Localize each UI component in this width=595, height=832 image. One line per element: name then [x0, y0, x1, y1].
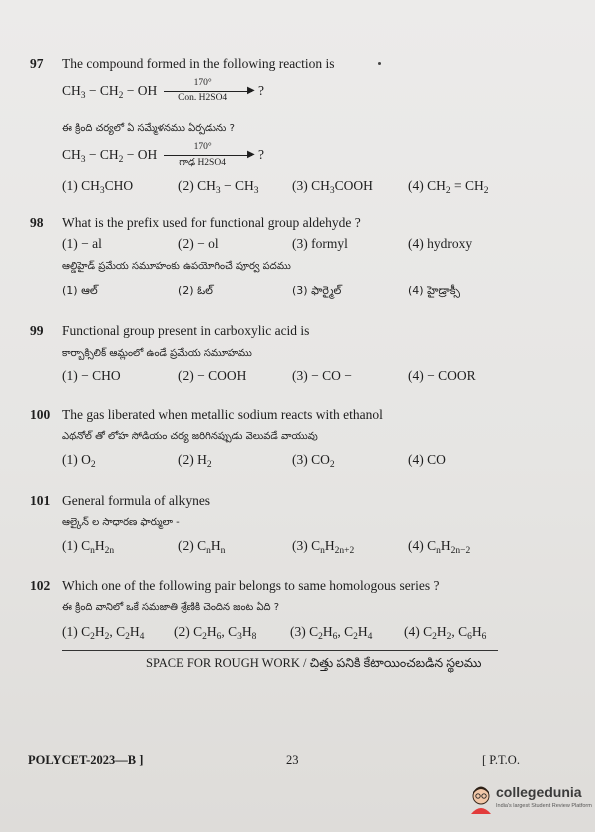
question-text: The compound formed in the following reaction is: [62, 56, 335, 71]
pto-label: [ P.T.O.: [482, 753, 520, 767]
option-1[interactable]: (1) $CH_3CHO$: [62, 178, 134, 196]
question-number: 101: [30, 493, 51, 508]
question-number: 102: [30, 578, 51, 593]
question-number: 100: [30, 407, 51, 422]
question-number: 98: [30, 215, 44, 230]
question-text: The gas liberated when metallic sodium reacts with ethanol: [62, 407, 383, 422]
rough-work-label: SPACE FOR ROUGH WORK / చిత్తు పనికి కేటాయించబడిన స్థలము: [146, 656, 482, 670]
option-4[interactable]: (4) − COOR: [408, 368, 476, 383]
question-number: 97: [30, 56, 44, 71]
divider: [62, 650, 498, 651]
option-2-telugu[interactable]: (2) ఓల్: [178, 284, 213, 297]
option-4[interactable]: (4) $C_2H_2$, $C_6H_6$: [404, 624, 487, 642]
option-3[interactable]: (3) $CO_2$: [292, 452, 335, 470]
question-text-telugu: ఈ క్రింది చర్యలో ఏ సమ్మేళనము ఏర్పడును ?: [62, 123, 235, 134]
option-3[interactable]: (3) − CO −: [292, 368, 352, 383]
question-text: Which one of the following pair belongs to same homologous series ?: [62, 578, 440, 593]
reaction-arrow: 170° ▶ Con. H2SO4: [164, 78, 252, 106]
option-3[interactable]: (3) formyl: [292, 236, 348, 251]
question-text-telugu: ఎథనోల్ తో లోహ సోడియం చర్య జరిగినప్పుడు వెలువడే వాయువు: [62, 431, 318, 442]
reaction-english: $CH_3 - CH_2$ − OH 170° ▶ Con. H2SO4 ?: [62, 78, 264, 106]
option-2[interactable]: (2) $C_2H_6$, $C_3H_8$: [174, 624, 257, 642]
option-1[interactable]: (1) $C_2H_2$, $C_2H_4$: [62, 624, 145, 642]
question-text: What is the prefix used for functional group aldehyde ?: [62, 215, 361, 230]
question-text-telugu: ఆల్డిహైడ్ ప్రమేయ సమూహంకు ఉపయోగించే పూర్వ పదము: [62, 261, 291, 272]
question-text-telugu: ఈ క్రింది వానిలో ఒకే సమజాతి శ్రేణికి చెందిన జంట ఏది ?: [62, 602, 280, 613]
option-1[interactable]: (1) − CHO: [62, 368, 121, 383]
option-3[interactable]: (3) $CH_3COOH$: [292, 178, 373, 196]
option-1[interactable]: (1) $C_nH_{2n}$: [62, 538, 115, 556]
reaction-telugu: $CH_3 - CH_2$ − OH 170° ▶ గాఢ H2SO4 ?: [62, 142, 265, 168]
option-3[interactable]: (3) $C_nH_{2n+2}$: [292, 538, 355, 556]
option-3[interactable]: (3) $C_2H_6$, $C_2H_4$: [290, 624, 373, 642]
option-2[interactable]: (2) $C_nH_n$: [178, 538, 226, 556]
option-2[interactable]: (2) $CH_3 - CH_3$: [178, 178, 259, 196]
brand-watermark: [468, 780, 592, 824]
question-text: General formula of alkynes: [62, 493, 211, 508]
option-1[interactable]: (1) − al: [62, 236, 102, 251]
student-icon: [468, 784, 494, 814]
option-4[interactable]: (4) hydroxy: [408, 236, 473, 251]
brand-name: collegedunia: [496, 784, 582, 800]
reaction-condition: Con. H2SO4: [178, 93, 228, 103]
question-text-telugu: ఆల్కైన్ ల సాధారణ ఫార్ములా -: [62, 517, 180, 528]
option-2[interactable]: (2) − COOH: [178, 368, 247, 383]
question-text: Functional group present in carboxylic acid is: [62, 323, 310, 338]
option-2[interactable]: (2) − ol: [178, 236, 219, 251]
option-1-telugu[interactable]: (1) ఆల్: [62, 284, 98, 297]
option-4[interactable]: (4) $CH_2 = CH_2$: [408, 178, 489, 196]
option-2[interactable]: (2) $H_2$: [178, 452, 212, 470]
brand-tagline: India's largest Student Review Platform: [496, 803, 592, 809]
paper-code: POLYCET-2023—B ]: [28, 753, 144, 767]
option-4[interactable]: (4) $C_nH_{2n-2}$: [408, 538, 471, 556]
question-number: 99: [30, 323, 44, 338]
option-4-telugu[interactable]: (4) హైడ్రాక్సీ: [408, 284, 460, 297]
option-4[interactable]: (4) CO: [408, 452, 446, 467]
question-text-telugu: కార్బాక్సిలిక్ ఆమ్లంలో ఉండే ప్రమేయ సమూహము: [62, 348, 252, 359]
option-3-telugu[interactable]: (3) ఫార్మైల్: [292, 284, 342, 297]
option-1[interactable]: (1) $O_2$: [62, 452, 96, 470]
page-number: 23: [286, 753, 299, 767]
